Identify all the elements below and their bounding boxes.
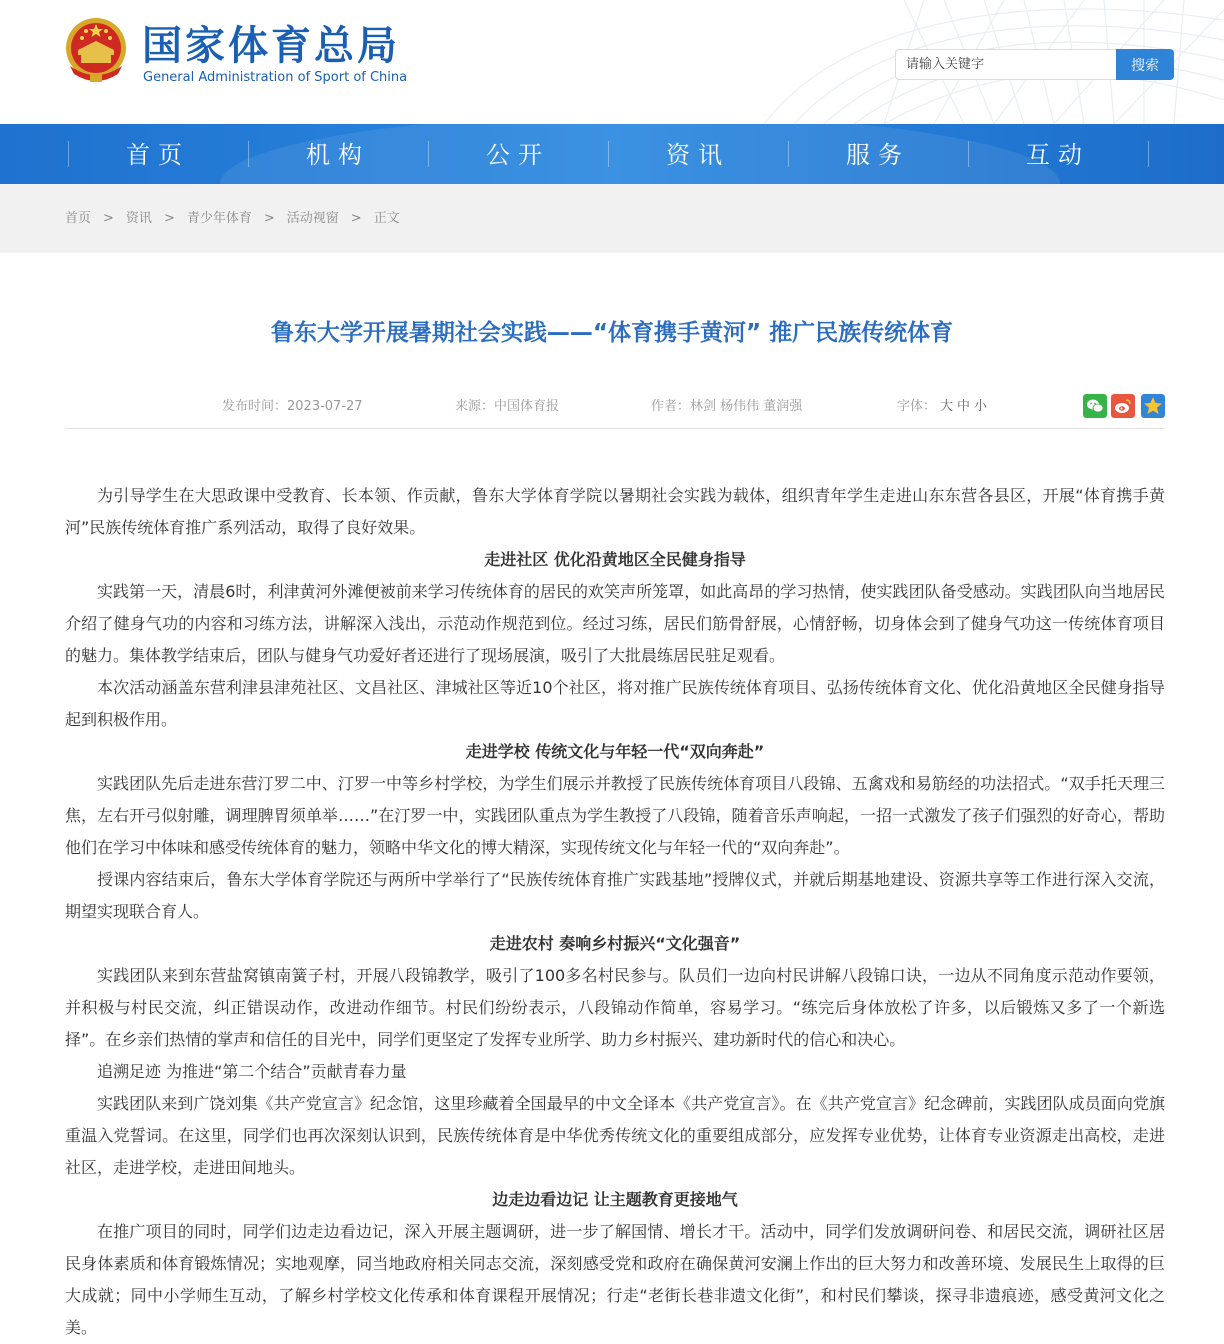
- breadcrumb-current: 正文: [373, 211, 400, 226]
- publish-date: [222, 398, 363, 416]
- breadcrumb-separator: >: [103, 211, 114, 226]
- breadcrumb-news[interactable]: 资讯: [125, 211, 152, 226]
- source-value: 中国体育报: [494, 399, 560, 414]
- nav-item-services[interactable]: 服务: [846, 141, 910, 169]
- publish-label: 发布时间：: [222, 399, 288, 414]
- article-paragraph: 实践团队来到广饶刘集《共产党宣言》纪念馆，这里珍藏着全国最早的中文全译本《共产党宣言》。在《共产党宣言》纪念碑前，实践团队成员面向党旗重温入党誓词。在这里，同学们也再次深刻认识到，民族传统体育是中华优秀传统文化的重要组成部分，应发挥专业优势，让体育专业资源走出高校，走进社区，走进学校，走进田间地头。: [65, 1094, 1165, 1177]
- article-paragraph: 为引导学生在大思政课中受教育、长本领、作贡献，鲁东大学体育学院以暑期社会实践为载体，组织青年学生走进山东东营各县区，开展“体育携手黄河”民族传统体育推广系列活动，取得了良好效果。: [65, 486, 1165, 537]
- search-button[interactable]: 搜索: [1116, 49, 1174, 80]
- author-label: 作者：: [651, 399, 691, 414]
- national-emblem-icon: [64, 16, 128, 84]
- search-input[interactable]: [895, 49, 1116, 80]
- article-paragraph: 本次活动涵盖东营利津县津苑社区、文昌社区、津城社区等近10个社区，将对推广民族传统体育项目、弘扬传统体育文化、优化沿黄地区全民健身指导起到积极作用。: [65, 678, 1165, 729]
- font-small-button[interactable]: 小: [974, 399, 988, 414]
- source-label: 来源：: [455, 399, 495, 414]
- article-subheading: 走进社区 优化沿黄地区全民健身指导: [484, 550, 746, 569]
- breadcrumb-separator: >: [263, 211, 275, 226]
- weibo-icon[interactable]: [1111, 394, 1135, 418]
- breadcrumb-home[interactable]: 首页: [65, 211, 92, 226]
- font-large-button[interactable]: 大: [940, 399, 954, 414]
- nav-item-home[interactable]: 首页: [126, 141, 190, 169]
- article-paragraph: 实践团队先后走进东营汀罗二中、汀罗一中等乡村学校，为学生们展示并教授了民族传统体育项目八段锦、五禽戏和易筋经的功法招式。“双手托天理三焦，左右开弓似射雕，调理脾胃须单举……”在汀罗一中，实践团队重点为学生教授了八段锦，随着音乐声响起，一招一式激发了孩子们强烈的好奇心，帮助他们在学习中体味和感受传统体育的魅力，领略中华文化的博大精深，实现传统文化与年轻一代的“双向奔赴”。: [65, 774, 1165, 857]
- site-name-cn: 国家体育总局: [142, 23, 400, 69]
- breadcrumb-separator: >: [350, 211, 362, 226]
- breadcrumb-separator: >: [163, 211, 175, 226]
- article-paragraph: 授课内容结束后，鲁东大学体育学院还与两所中学举行了“民族传统体育推广实践基地”授牌仪式，并就后期基地建设、资源共享等工作进行深入交流，期望实现联合育人。: [65, 870, 1165, 921]
- wechat-icon[interactable]: [1083, 394, 1107, 418]
- article-title: 鲁东大学开展暑期社会实践——“体育携手黄河” 推广民族传统体育: [270, 320, 954, 346]
- nav-separator: [1148, 141, 1149, 167]
- article-subheading: 走进学校 传统文化与年轻一代“双向奔赴”: [465, 742, 765, 761]
- article-authors: [651, 398, 802, 416]
- article-paragraph: 实践第一天，清晨6时，利津黄河外滩便被前来学习传统体育的居民的欢笑声所笼罩，如此高昂的学习热情，使实践团队备受感动。实践团队向当地居民介绍了健身气功的内容和习练方法，讲解深入浅出，示范动作规范到位。经过习练，居民们筋骨舒展，心情舒畅，切身体会到了健身气功这一传统体育项目的魅力。集体教学结束后，团队与健身气功爱好者还进行了现场展演，吸引了大批晨练居民驻足观看。: [65, 582, 1165, 665]
- site-header: [0, 0, 1224, 124]
- article-body: [65, 480, 1165, 1344]
- breadcrumb: [65, 211, 400, 227]
- font-label: 字体：: [897, 399, 937, 414]
- publish-date-value: 2023-07-27: [287, 399, 363, 414]
- nav-item-public[interactable]: 公开: [486, 141, 550, 169]
- site-name-en: General Administration of Sport of China: [143, 70, 408, 85]
- article-subheading: 边走边看边记 让主题教育更接地气: [492, 1190, 738, 1209]
- article-source: [455, 398, 559, 416]
- article-paragraph: 追溯足迹 为推进“第二个结合”贡献青春力量: [97, 1062, 407, 1081]
- article-subheading: 走进农村 奏响乡村振兴“文化强音”: [489, 934, 741, 953]
- breadcrumb-activity[interactable]: 活动视窗: [286, 211, 339, 226]
- breadcrumb-youth-sports[interactable]: 青少年体育: [186, 211, 252, 226]
- nav-item-interaction[interactable]: 互动: [1026, 141, 1090, 169]
- font-size-control: [897, 398, 987, 416]
- breadcrumb-bar: [0, 184, 1224, 253]
- article-paragraph: 实践团队来到东营盐窝镇南簧子村，开展八段锦教学，吸引了100多名村民参与。队员们一边向村民讲解八段锦口诀，一边从不同角度示范动作要领，并积极与村民交流，纠正错误动作，改进动作细节。村民们纷纷表示，八段锦动作简单，容易学习。“练完后身体放松了许多，以后锻炼又多了一个新选择”。在乡亲们热情的掌声和信任的目光中，同学们更坚定了发挥专业所学、助力乡村振兴、建功新时代的信心和决心。: [65, 966, 1165, 1049]
- meta-divider: [65, 428, 1165, 429]
- nav-item-news[interactable]: 资讯: [666, 141, 730, 169]
- author-value: 林剑 杨伟伟 董润强: [690, 399, 803, 414]
- qzone-star-icon[interactable]: [1141, 394, 1165, 418]
- nav-item-organization[interactable]: 机构: [306, 141, 370, 169]
- font-medium-button[interactable]: 中: [957, 399, 971, 414]
- article-paragraph: 在推广项目的同时，同学们边走边看边记，深入开展主题调研，进一步了解国情、增长才干。活动中，同学们发放调研问卷、和居民交流，调研社区居民身体素质和体育锻炼情况；实地观摩，同当地政府相关同志交流，深刻感受党和政府在确保黄河安澜上作出的巨大努力和改善环境、发展民生上取得的巨大成就；同中小学师生互动，了解乡村学校文化传承和体育课程开展情况；行走“老街长巷非遗文化街”，和村民们攀谈，探寻非遗痕迹，感受黄河文化之美。: [65, 1222, 1165, 1337]
- main-nav: [0, 124, 1224, 184]
